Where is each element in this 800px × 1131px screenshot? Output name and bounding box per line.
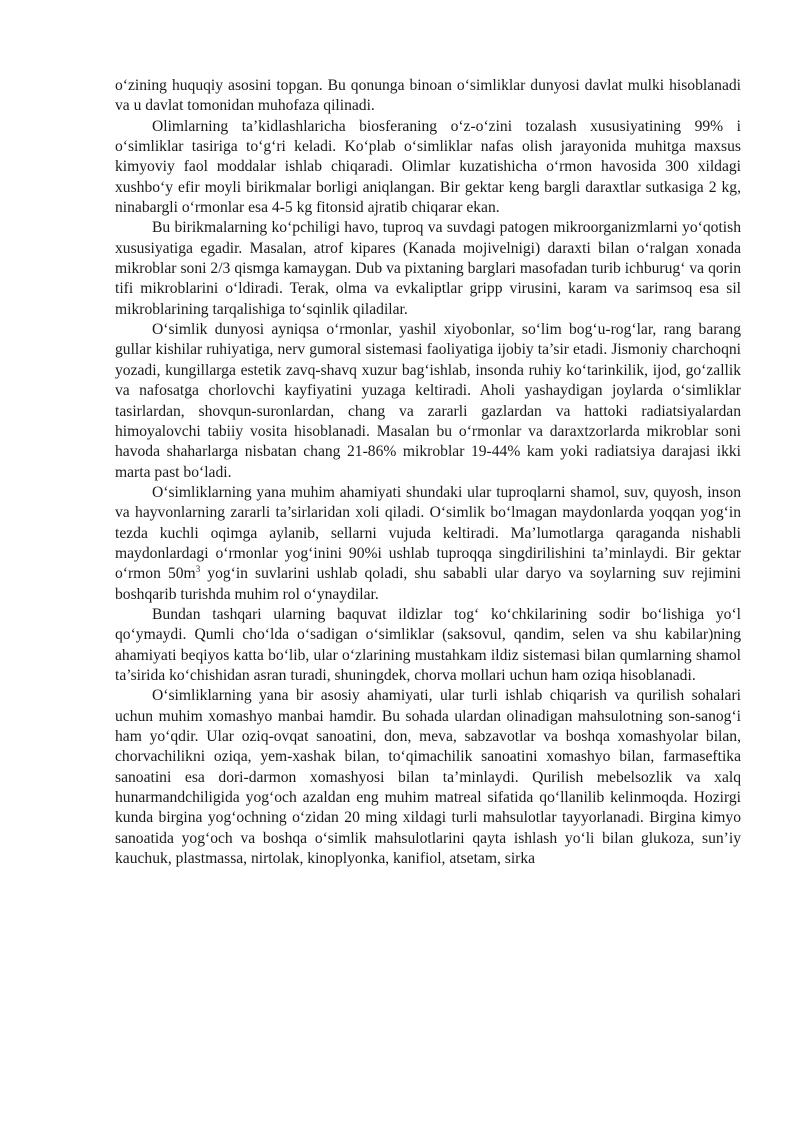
paragraph-2: Olimlarning ta’kidlashlaricha biosferaning o‘z-o‘zini tozalash xususiyatining 99% i o‘simliklar tasiriga to‘g‘ri keladi. Ko‘plab o‘simliklar nafas olish jarayonida muhitga maxsus kimyoviy faol moddalar ishlab chiqaradi. Olimlar kuzatishicha o‘rmon havosida 300 xildagi xushbo‘y efir moyli birikmalar borligi aniqlangan. Bir gektar keng bargli daraxtlar sutkasiga 2 kg, ninabargli o‘rmonlar esa 4-5 kg fitonsid ajratib chiqarar ekan. <box>115 117 741 217</box>
document-page <box>115 76 741 869</box>
paragraph-5 <box>115 483 741 605</box>
paragraph-1: o‘zining huquqiy asosini topgan. Bu qonunga binoan o‘simliklar dunyosi davlat mulki hisoblanadi va u davlat tomonidan muhofaza qilinadi. <box>115 77 741 115</box>
paragraph-5-text: O‘simliklarning yana muhim ahamiyati shundaki ular tuproqlarni shamol, suv, quyosh, inson va hayvonlarning zararli ta’sirlaridan xoli qiladi. O‘simlik bo‘lmagan maydonlarda yoqqan yog‘in tezda kuchli oqimga aylanib, sellarni vujuda keltiradi. Ma’lumotlarga qaraganda nishabli maydonlardagi o‘rmonlar yog‘inini 90%i ushlab tuproqqa singdirilishini ta’minlaydi. Bir gektar o‘rmon 50m <box>115 483 741 583</box>
paragraph-5-text-after: yog‘in suvlarini ushlab qoladi, shu sababli ular daryo va soylarning suv rejimini boshqarib turishda muhim rol o‘ynaydilar. <box>115 565 741 603</box>
paragraph-4: O‘simlik dunyosi ayniqsa o‘rmonlar, yashil xiyobonlar, so‘lim bog‘u-rog‘lar, rang barang gullar kishilar ruhiyatiga, nerv gumoral sistemasi faoliyatiga ijobiy ta’sir etadi. Jismoniy charchoqni yozadi, kungillarga estetik zavq-shavq xuzur bag‘ishlab, insonda ruhiy ko‘tarinkilik, ijod, go‘zallik va nafosatga chorlovchi kayfiyatini yuzaga keltiradi. Aholi yashaydigan joylarda o‘simliklar tasirlardan, shovqun-suronlardan, chang va zararli gazlardan va hattoki radiatsiyalardan himoyalovchi tabiiy vosita hisoblanadi. Masalan bu o‘rmonlar va daraxtzorlarda mikroblar soni havoda shaharlarga nisbatan chang 21-86% mikroblar 19-44% kam yoki radiatsiya darajasi ikki marta past bo‘ladi. <box>115 321 741 481</box>
superscript-exponent: 3 <box>195 564 201 575</box>
paragraph-3: Bu birikmalarning ko‘pchiligi havo, tuproq va suvdagi patogen mikroorganizmlarni yo‘qotish xususiyatiga egadir. Masalan, atrof kipares (Kanada mojivelnigi) daraxti bilan o‘ralgan xonada mikroblar soni 2/3 qismga kamaygan. Dub va pixtaning barglari masofadan turib ichburug‘ va qorin tifi mikroblarini o‘ldiradi. Terak, olma va evkaliptlar gripp virusini, karam va sarimsoq esa sil mikroblarining tarqalishiga to‘sqinlik qiladilar. <box>115 219 741 318</box>
paragraph-6: Bundan tashqari ularning baquvat ildizlar tog‘ ko‘chkilarining sodir bo‘lishiga yo‘l qo‘ymaydi. Qumli cho‘lda o‘sadigan o‘simliklar (saksovul, qandim, selen va shu kabilar)ning ahamiyati beqiyos katta bo‘lib, ular o‘zlarining mustahkam ildiz sistemasi bilan qumlarning shamol ta’sirida ko‘chishidan asran turadi, shuningdek, chorva mollari uchun ham oziqa hisoblanadi. <box>115 605 741 684</box>
paragraph-7: O‘simliklarning yana bir asosiy ahamiyati, ular turli ishlab chiqarish va qurilish sohalari uchun muhim xomashyo manbai hamdir. Bu sohada ulardan olinadigan mahsulotning son-sanog‘i ham yo‘qdir. Ular oziq-ovqat sanoatini, don, meva, sabzavotlar va boshqa xomashyolar bilan, chorvachilikni oziqa, yem-xashak bilan, to‘qimachilik sanoatini xomashyo bilan, farmaseftika sanoatini esa dori-darmon xomashyosi bilan ta’minlaydi. Qurilish mebelsozlik va xalq hunarmandchiligida yog‘och azaldan eng muhim matreal sifatida qo‘llanilib kelinmoqda. Hozirgi kunda birgina yog‘ochning o‘zidan 20 ming xildagi turli mahsulotlar tayyorlanadi. Birgina kimyo sanoatida yog‘och va boshqa o‘simlik mahsulotlarini qayta ishlash yo‘li bilan glukoza, sun’iy kauchuk, plastmassa, nirtolak, kinoplyonka, kanifiol, atsetam, sirka <box>115 687 741 868</box>
